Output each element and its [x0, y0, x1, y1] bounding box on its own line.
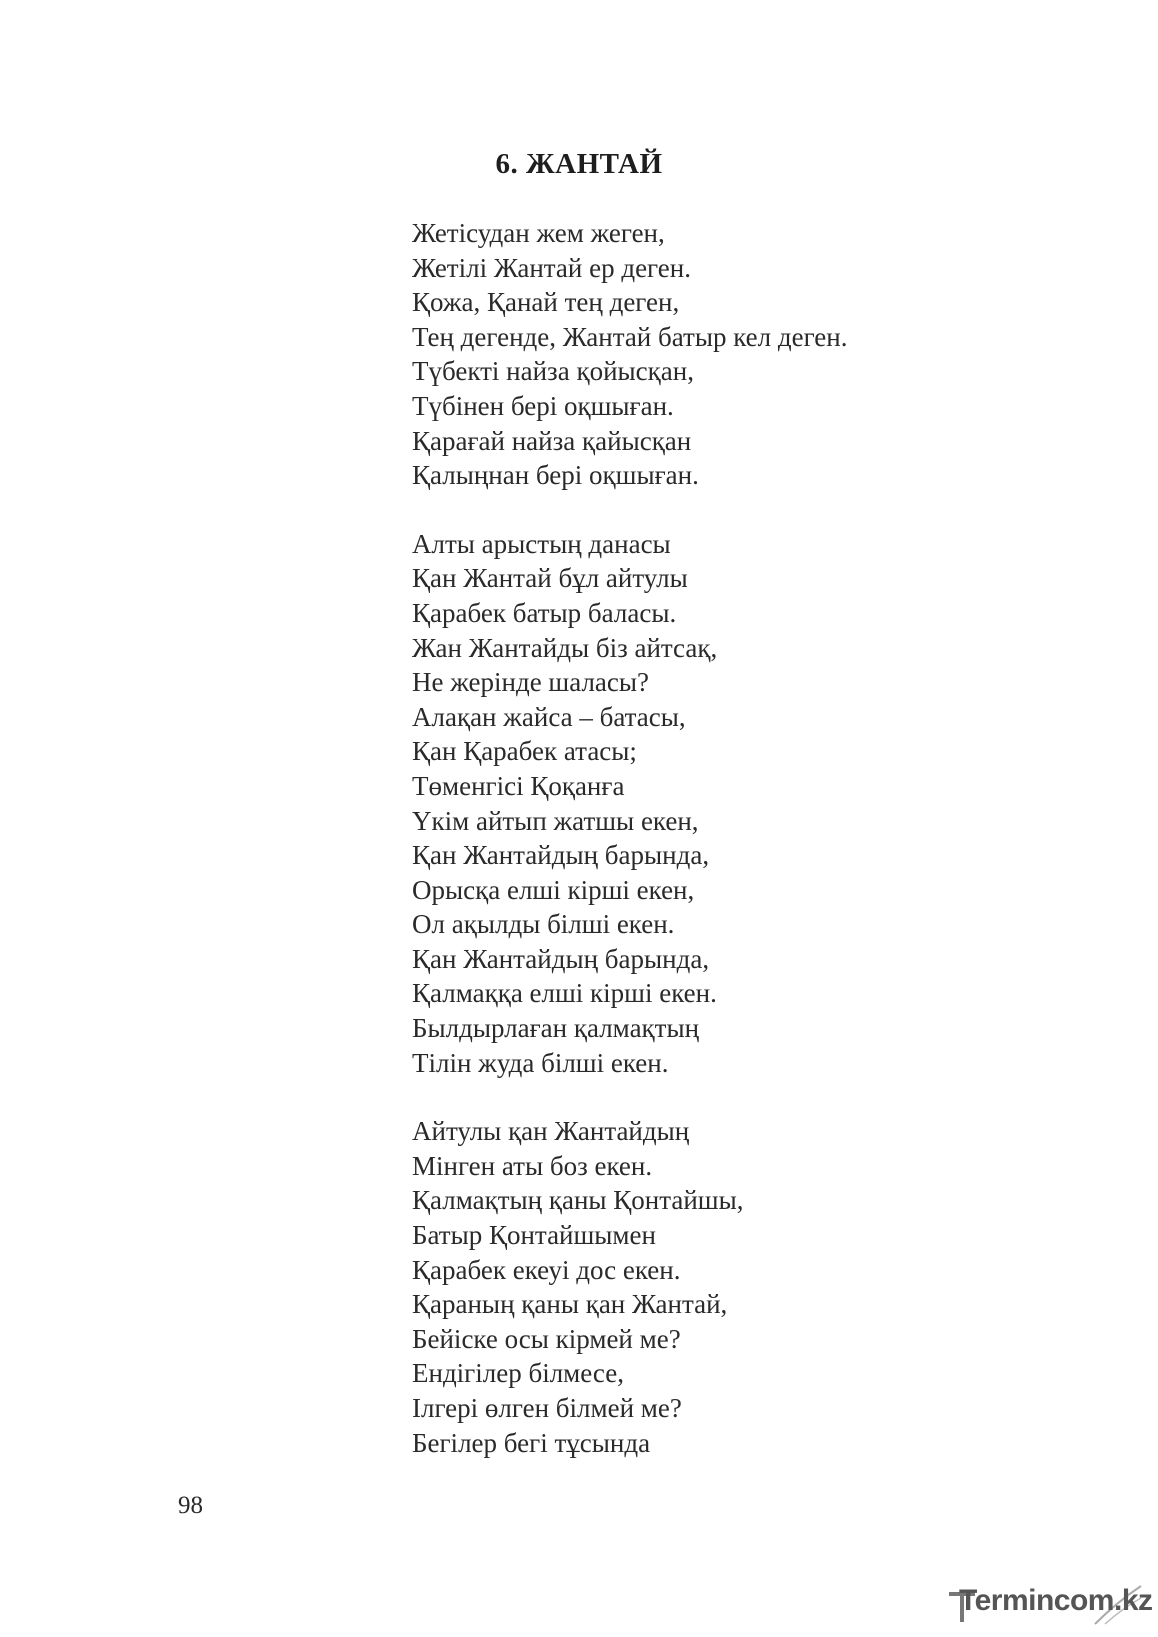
- stanza: [412, 527, 1112, 1081]
- poem-line: Тілін жуда білші екен.: [412, 1047, 669, 1078]
- poem-line: Алақан жайса – батасы,: [412, 701, 686, 732]
- poem-line: Бегілер бегі тұсында: [412, 1427, 651, 1458]
- poem-line: Қан Жантайдың барында,: [412, 840, 710, 871]
- poem-line: Қан Жантай бұл айтулы: [412, 563, 688, 594]
- watermark-logo: [945, 1580, 1153, 1628]
- poem-line: Не жерінде шаласы?: [412, 667, 650, 698]
- poem-line: Тең дегенде, Жантай батыр кел деген.: [412, 321, 848, 352]
- poem-line: Қалмақтың қаны Қонтайшы,: [412, 1185, 744, 1216]
- poem-line: Жетісудан жем жеген,: [412, 218, 665, 248]
- poem-line: Қалыңнан бері оқшыған.: [412, 460, 699, 491]
- poem-line: Үкім айтып жатшы екен,: [412, 805, 699, 836]
- watermark-text: Termincom.kz: [959, 1584, 1153, 1617]
- poem-line: Қарабек екеуі дос екен.: [412, 1254, 681, 1285]
- poem-line: Ілгері өлген білмей ме?: [412, 1393, 682, 1423]
- poem-line: Қан Қарабек атасы;: [412, 736, 637, 767]
- poem-line: Ендігілер білмесе,: [412, 1358, 624, 1389]
- poem-line: Мінген аты боз екен.: [412, 1150, 653, 1181]
- poem-line: Жан Жантайды біз айтсақ,: [412, 632, 718, 663]
- poem-line: Жетілі Жантай ер деген.: [412, 252, 691, 283]
- stanza: [412, 216, 1112, 493]
- poem-line: Ол ақылды білші екен.: [412, 909, 675, 940]
- poem-line: Былдырлаған қалмақтың: [412, 1013, 700, 1044]
- poem-line: Айтулы қан Жантайдың: [412, 1116, 690, 1147]
- poem-line: Төменгісі Қоқанға: [412, 770, 625, 801]
- poem-line: Қалмаққа елші кірші екен.: [412, 978, 717, 1009]
- poem: [412, 216, 1112, 1494]
- poem-line: Бейіске осы кірмей ме?: [412, 1323, 681, 1354]
- poem-line: Түбекті найза қойысқан,: [412, 356, 694, 387]
- poem-line: Қан Жантайдың барында,: [412, 943, 710, 974]
- stanza: [412, 1114, 1112, 1460]
- page-number: 98: [178, 1492, 203, 1519]
- poem-line: Қарағай найза қайысқан: [412, 425, 692, 456]
- page-title: 6. ЖАНТАЙ: [495, 148, 663, 180]
- poem-line: Қараның қаны қан Жантай,: [412, 1289, 728, 1320]
- poem-line: Батыр Қонтайшымен: [412, 1220, 656, 1251]
- poem-line: Түбінен бері оқшыған.: [412, 390, 674, 421]
- poem-line: Қожа, Қанай тең деген,: [412, 287, 680, 318]
- poem-line: Орысқа елші кірші екен,: [412, 874, 695, 905]
- poem-line: Алты арыстың данасы: [412, 528, 671, 559]
- poem-line: Қарабек батыр баласы.: [412, 597, 677, 628]
